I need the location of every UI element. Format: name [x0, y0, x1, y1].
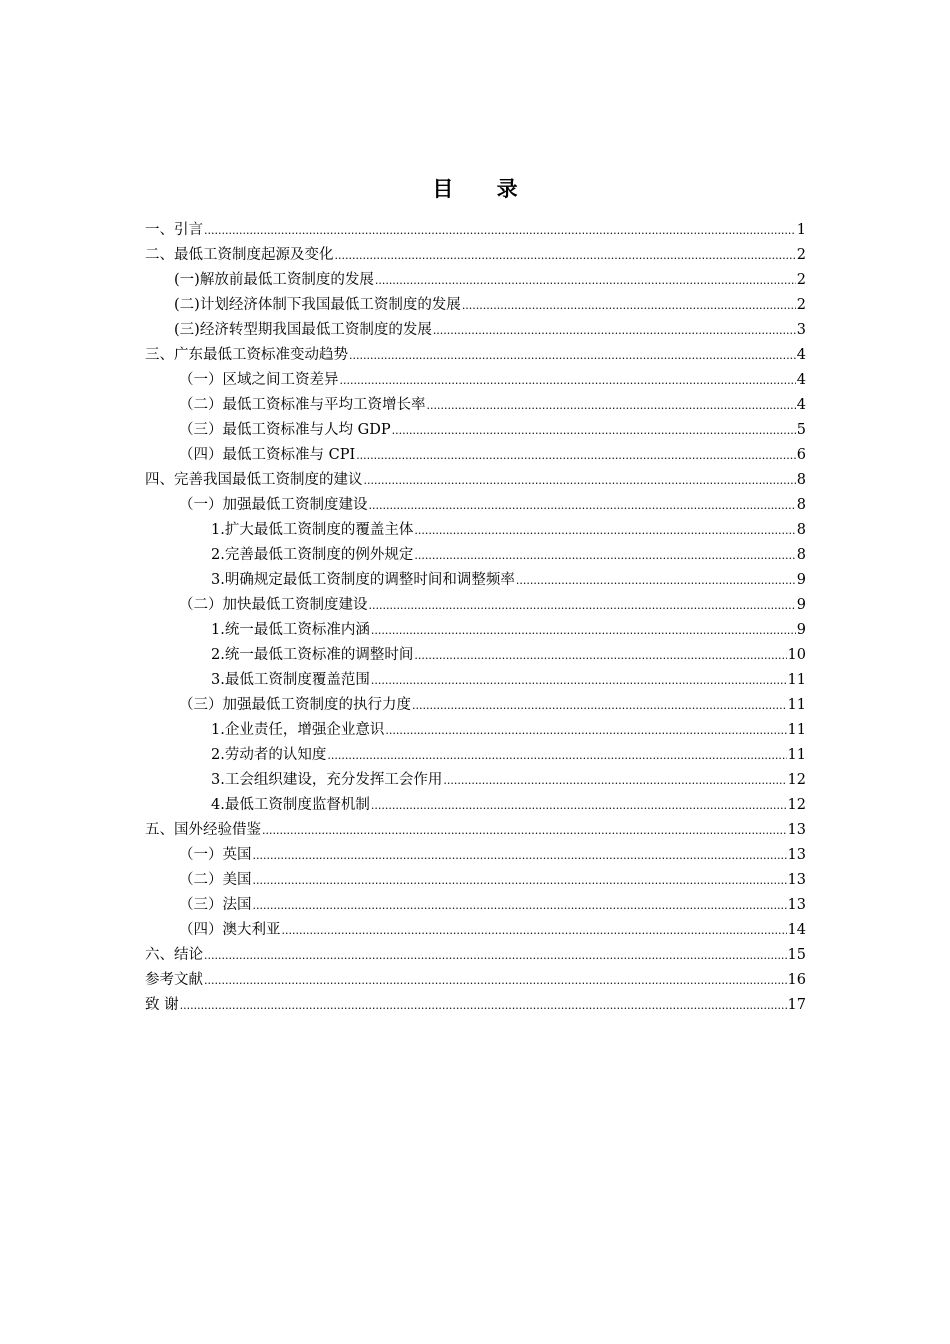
toc-entry[interactable] [145, 568, 806, 593]
toc-entry-page-number: 13 [787, 822, 806, 838]
toc-entry[interactable] [145, 793, 806, 818]
toc-entry[interactable] [145, 593, 806, 618]
toc-dot-leader [375, 268, 796, 293]
toc-entry[interactable] [145, 743, 806, 768]
toc-entry-page-number: 9 [796, 572, 806, 588]
toc-entry[interactable] [145, 493, 806, 518]
table-of-contents [145, 218, 806, 1018]
toc-entry-label: 2.完善最低工资制度的例外规定 [211, 547, 414, 563]
toc-dot-leader [414, 543, 795, 568]
toc-entry-page-number: 2 [796, 247, 806, 263]
toc-dot-leader [427, 393, 796, 418]
toc-entry-label: 2.统一最低工资标准的调整时间 [211, 647, 414, 663]
toc-entry-label: 致 谢 [145, 997, 179, 1013]
toc-entry-label: （一）区域之间工资差异 [179, 372, 339, 388]
toc-dot-leader [335, 243, 796, 268]
toc-entry[interactable] [145, 843, 806, 868]
toc-entry-page-number: 11 [787, 747, 806, 763]
toc-entry-label: （二）最低工资标准与平均工资增长率 [179, 397, 426, 413]
toc-entry-label: 3.工会组织建设，充分发挥工会作用 [211, 772, 443, 788]
toc-dot-leader [327, 743, 786, 768]
toc-entry[interactable] [145, 293, 806, 318]
toc-entry[interactable] [145, 243, 806, 268]
toc-entry[interactable] [145, 368, 806, 393]
toc-entry-page-number: 12 [787, 797, 806, 813]
toc-entry-page-number: 9 [796, 597, 806, 613]
toc-entry-page-number: 16 [787, 972, 806, 988]
toc-entry-label: 二、最低工资制度起源及变化 [145, 247, 334, 263]
toc-entry-label: 1.扩大最低工资制度的覆盖主体 [211, 522, 414, 538]
toc-entry[interactable] [145, 518, 806, 543]
toc-entry[interactable] [145, 718, 806, 743]
toc-dot-leader [369, 593, 796, 618]
toc-entry-label: (三)经济转型期我国最低工资制度的发展 [174, 322, 432, 338]
toc-entry-page-number: 13 [787, 872, 806, 888]
toc-entry-page-number: 2 [796, 272, 806, 288]
toc-entry-label: （四）澳大利亚 [179, 922, 281, 938]
toc-entry-page-number: 8 [796, 522, 806, 538]
toc-entry-label: （一）加强最低工资制度建设 [179, 497, 368, 513]
toc-entry[interactable] [145, 693, 806, 718]
toc-dot-leader [262, 818, 787, 843]
toc-entry-label: 1.统一最低工资标准内涵 [211, 622, 370, 638]
toc-entry-label: 六、结论 [145, 947, 203, 963]
toc-entry-label: （三）法国 [179, 897, 252, 913]
toc-entry-page-number: 8 [796, 547, 806, 563]
toc-dot-leader [356, 443, 796, 468]
toc-entry-page-number: 9 [796, 622, 806, 638]
toc-entry-page-number: 11 [787, 722, 806, 738]
toc-entry[interactable] [145, 343, 806, 368]
toc-entry-label: （二）美国 [179, 872, 252, 888]
toc-entry-page-number: 12 [787, 772, 806, 788]
toc-dot-leader [462, 293, 796, 318]
toc-dot-leader [204, 943, 787, 968]
toc-entry[interactable] [145, 993, 806, 1018]
toc-entry[interactable] [145, 868, 806, 893]
toc-entry-page-number: 11 [787, 697, 806, 713]
toc-entry-label: 参考文献 [145, 972, 203, 988]
toc-dot-leader [392, 418, 796, 443]
toc-entry[interactable] [145, 418, 806, 443]
toc-entry[interactable] [145, 768, 806, 793]
toc-entry-label: 1.企业责任，增强企业意识 [211, 722, 385, 738]
toc-dot-leader [204, 218, 796, 243]
toc-entry[interactable] [145, 318, 806, 343]
toc-entry-page-number: 3 [796, 322, 806, 338]
toc-entry[interactable] [145, 818, 806, 843]
toc-entry-label: 2.劳动者的认知度 [211, 747, 327, 763]
toc-entry-label: （三）加强最低工资制度的执行力度 [179, 697, 411, 713]
toc-dot-leader [253, 843, 787, 868]
toc-entry-page-number: 13 [787, 847, 806, 863]
toc-dot-leader [412, 693, 787, 718]
toc-entry[interactable] [145, 918, 806, 943]
toc-entry[interactable] [145, 443, 806, 468]
toc-entry-label: （一）英国 [179, 847, 252, 863]
toc-entry[interactable] [145, 643, 806, 668]
toc-dot-leader [180, 993, 787, 1018]
toc-dot-leader [253, 868, 787, 893]
toc-entry-label: 一、引言 [145, 222, 203, 238]
toc-entry-label: (二)计划经济体制下我国最低工资制度的发展 [174, 297, 461, 313]
toc-dot-leader [282, 918, 787, 943]
toc-dot-leader [204, 968, 787, 993]
toc-entry-page-number: 4 [796, 347, 806, 363]
toc-dot-leader [414, 518, 795, 543]
toc-dot-leader [364, 468, 796, 493]
toc-dot-leader [516, 568, 796, 593]
toc-entry-label: (一)解放前最低工资制度的发展 [174, 272, 374, 288]
toc-entry[interactable] [145, 943, 806, 968]
toc-entry-page-number: 15 [787, 947, 806, 963]
toc-dot-leader [433, 318, 796, 343]
toc-dot-leader [253, 893, 787, 918]
toc-entry-page-number: 2 [796, 297, 806, 313]
toc-entry[interactable] [145, 468, 806, 493]
toc-entry-label: 4.最低工资制度监督机制 [211, 797, 370, 813]
toc-entry-page-number: 8 [796, 497, 806, 513]
toc-entry-page-number: 10 [787, 647, 806, 663]
toc-entry-page-number: 4 [796, 397, 806, 413]
toc-dot-leader [349, 343, 796, 368]
toc-dot-leader [371, 793, 787, 818]
toc-entry-page-number: 1 [796, 222, 806, 238]
toc-entry[interactable] [145, 968, 806, 993]
toc-entry[interactable] [145, 543, 806, 568]
toc-dot-leader [443, 768, 786, 793]
toc-entry-label: （四）最低工资标准与 CPI [179, 447, 356, 463]
toc-entry-page-number: 11 [787, 672, 806, 688]
toc-entry-page-number: 14 [787, 922, 806, 938]
toc-entry[interactable] [145, 218, 806, 243]
toc-entry[interactable] [145, 268, 806, 293]
toc-entry-label: 四、完善我国最低工资制度的建议 [145, 472, 363, 488]
toc-entry-page-number: 8 [796, 472, 806, 488]
toc-entry[interactable] [145, 393, 806, 418]
toc-entry-label: （二）加快最低工资制度建设 [179, 597, 368, 613]
toc-entry-label: （三）最低工资标准与人均 GDP [179, 422, 391, 438]
toc-dot-leader [371, 618, 796, 643]
toc-entry-page-number: 4 [796, 372, 806, 388]
toc-entry[interactable] [145, 893, 806, 918]
toc-dot-leader [385, 718, 786, 743]
toc-entry-label: 五、国外经验借鉴 [145, 822, 261, 838]
toc-entry-label: 3.最低工资制度覆盖范围 [211, 672, 370, 688]
page-title: 目 录 [432, 176, 536, 201]
toc-dot-leader [369, 493, 796, 518]
toc-dot-leader [414, 643, 786, 668]
toc-entry-page-number: 5 [796, 422, 806, 438]
toc-entry[interactable] [145, 668, 806, 693]
toc-dot-leader [340, 368, 796, 393]
toc-entry[interactable] [145, 618, 806, 643]
toc-entry-page-number: 6 [796, 447, 806, 463]
toc-entry-label: 3.明确规定最低工资制度的调整时间和调整频率 [211, 572, 515, 588]
toc-entry-page-number: 13 [787, 897, 806, 913]
toc-entry-page-number: 17 [787, 997, 806, 1013]
toc-entry-label: 三、广东最低工资标准变动趋势 [145, 347, 348, 363]
toc-dot-leader [371, 668, 787, 693]
